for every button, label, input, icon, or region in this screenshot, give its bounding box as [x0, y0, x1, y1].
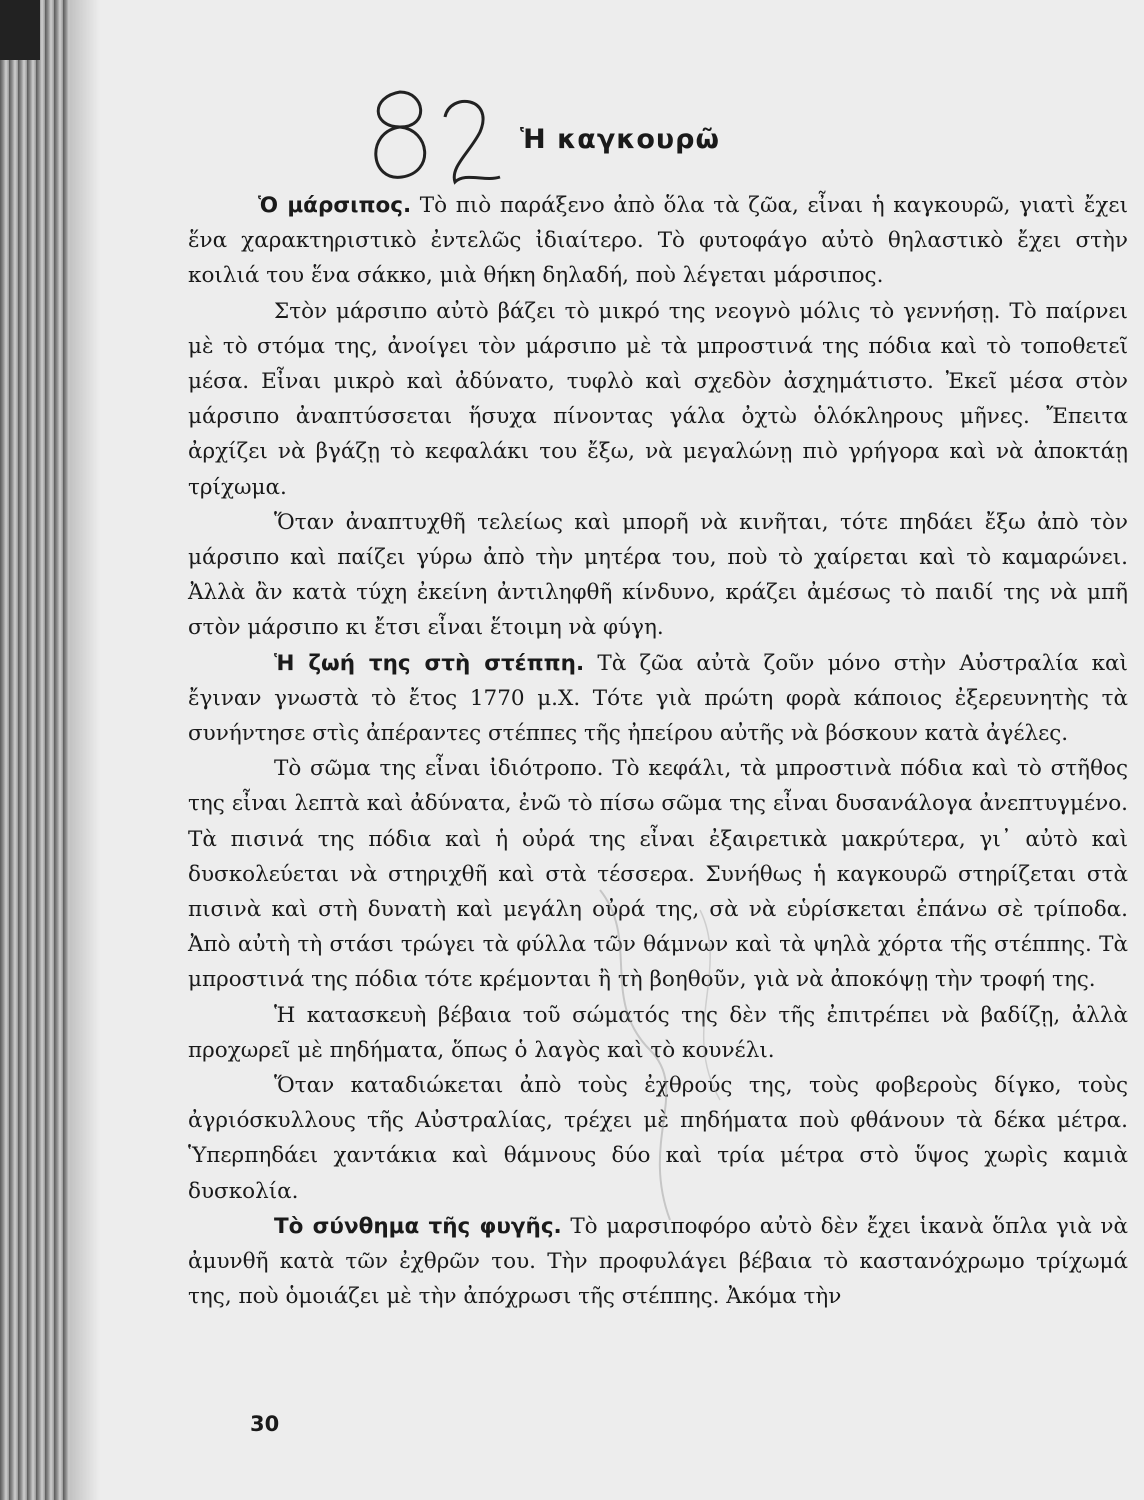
paragraph-text: Ἡ κατασκευὴ βέβαια τοῦ σώματός της δὲν τῆς ἐπιτρέπει νὰ βαδίζῃ, ἀλλὰ προχωρεῖ μὲ πηδήματα, ὅπως ὁ λαγὸς καὶ τὸ κουνέλι.: [188, 1002, 1128, 1063]
paragraph: [188, 505, 1128, 646]
paragraph-heading: Τὸ σύνθημα τῆς φυγῆς.: [274, 1213, 562, 1239]
paragraph-text: Τὸ μαρσιποφόρο αὐτὸ δὲν ἔχει ἱκανὰ ὅπλα γιὰ νὰ ἀμυνθῆ κατὰ τῶν ἐχθρῶν του. Τὴν προφυλάγει βέβαια τὸ καστανόχρωμο τρίχωμά της, ποὺ ὁμοιάζει μὲ τὴν ἀπόχρωσι τῆς στέππης. Ἀκόμα τὴν: [188, 1213, 1128, 1310]
handwritten-mark-drawing: [360, 72, 510, 192]
book-spine-edge: [0, 0, 70, 1500]
paragraph: [188, 188, 1128, 294]
page-title: Ἡ καγκουρῶ: [520, 124, 720, 155]
handwritten-page-mark: [360, 72, 510, 192]
paragraph-text: Ὅταν ἀναπτυχθῆ τελείως καὶ μπορῆ νὰ κινῆται, τότε πηδάει ἔξω ἀπὸ τὸν μάρσιπο καὶ παίζει γύρω ἀπὸ τὴν μητέρα του, ποὺ τὸ χαίρεται καὶ τὸ καμαρώνει. Ἀλλὰ ἂν κατὰ τύχη ἐκείνη ἀντιληφθῆ κίνδυνο, κράζει ἀμέσως τὸ παιδί της νὰ μπῆ στὸν μάρσιπο κι ἔτσι εἶναι ἕτοιμη νὰ φύγη.: [188, 509, 1128, 641]
page-number: 30: [250, 1412, 280, 1436]
spine-shadow: [70, 0, 100, 1500]
paragraph-text: Τὸ πιὸ παράξενο ἀπὸ ὅλα τὰ ζῶα, εἶναι ἡ καγκουρῶ, γιατὶ ἔχει ἕνα χαρακτηριστικὸ ἐντελῶς ἰδιαίτερο. Τὸ φυτοφάγο αὐτὸ θηλαστικὸ ἔχει στὴν κοιλιά του ἕνα σάκκο, μιὰ θήκη δηλαδή, ποὺ λέγεται μάρσιπος.: [188, 193, 1128, 289]
paragraph: [188, 294, 1128, 505]
paragraph-text: Τὰ ζῶα αὐτὰ ζοῦν μόνο στὴν Αὐστραλία καὶ ἔγιναν γνωστὰ τὸ ἔτος 1770 μ.Χ. Τότε γιὰ πρώτη φορὰ κάποιος ἐξερευνητὴς τὰ συνήντησε στὶς ἀπέραντες στέππες τῆς ἠπείρου αὐτῆς νὰ βόσκουν κατὰ ἀγέλες.: [188, 650, 1128, 747]
paragraph-text: Στὸν μάρσιπο αὐτὸ βάζει τὸ μικρό της νεογνὸ μόλις τὸ γεννήσῃ. Τὸ παίρνει μὲ τὸ στόμα της, ἀνοίγει τὸν μάρσιπο μὲ τὰ μπροστινά της πόδια καὶ τὸ τοποθετεῖ μέσα. Εἶναι μικρὸ καὶ ἀδύνατο, τυφλὸ καὶ σχεδὸν ἀσχημάτιστο. Ἐκεῖ μέσα στὸν μάρσιπο ἀναπτύσσεται ἥσυχα πίνοντας γάλα ὀχτὼ ὁλόκληρους μῆνες. Ἔπειτα ἀρχίζει νὰ βγάζῃ τὸ κεφαλάκι του ἔξω, νὰ μεγαλώνῃ πιὸ γρήγορα καὶ νὰ ἀποκτάῃ τρίχωμα.: [188, 298, 1128, 500]
paragraph-heading: Ἡ ζωή της στὴ στέππη.: [274, 650, 585, 676]
page-corner-shadow: [0, 0, 40, 60]
paragraph-heading: Ὁ μάρσιπος.: [258, 193, 412, 218]
paragraph-text: Τὸ σῶμα της εἶναι ἰδιότροπο. Τὸ κεφάλι, τὰ μπροστινὰ πόδια καὶ τὸ στῆθος της εἶναι λεπτὰ καὶ ἀδύνατα, ἐνῶ τὸ πίσω σῶμα της εἶναι δυσανάλογα ἀνεπτυγμένο. Τὰ πισινά της πόδια καὶ ἡ οὐρά της εἶναι ἐξαιρετικὰ μακρύτερα, γι᾽ αὐτὸ καὶ δυσκολεύεται νὰ στηριχθῆ καὶ στὰ τέσσερα. Συνήθως ἡ καγκουρῶ στηρίζεται στὰ πισινὰ καὶ στὴ δυνατὴ καὶ μεγάλη οὐρά της, σὰ νὰ εὑρίσκεται ἐπάνω σὲ τρίποδα. Ἀπὸ αὐτὴ τὴ στάσι τρώγει τὰ φύλλα τῶν θάμνων καὶ τὰ ψηλὰ χόρτα τῆς στέππης. Τὰ μπροστινά της πόδια τότε κρέμονται ἢ τὴ βοηθοῦν, γιὰ νὰ ἀποκόψῃ τὴν τροφή της.: [188, 756, 1128, 993]
paragraph-text: Ὅταν καταδιώκεται ἀπὸ τοὺς ἐχθρούς της, τοὺς φοβεροὺς δίγκο, τοὺς ἀγριόσκυλλους τῆς Αὐστραλίας, τρέχει μὲ πηδήματα ποὺ φθάνουν τὰ δέκα μέτρα. Ὑπερπηδάει χαντάκια καὶ θάμνους δύο καὶ τρία μέτρα στὸ ὕψος χωρὶς καμιὰ δυσκολία.: [188, 1073, 1128, 1204]
faint-pencil-scribble: [580, 880, 760, 1240]
paragraph: [188, 646, 1128, 752]
